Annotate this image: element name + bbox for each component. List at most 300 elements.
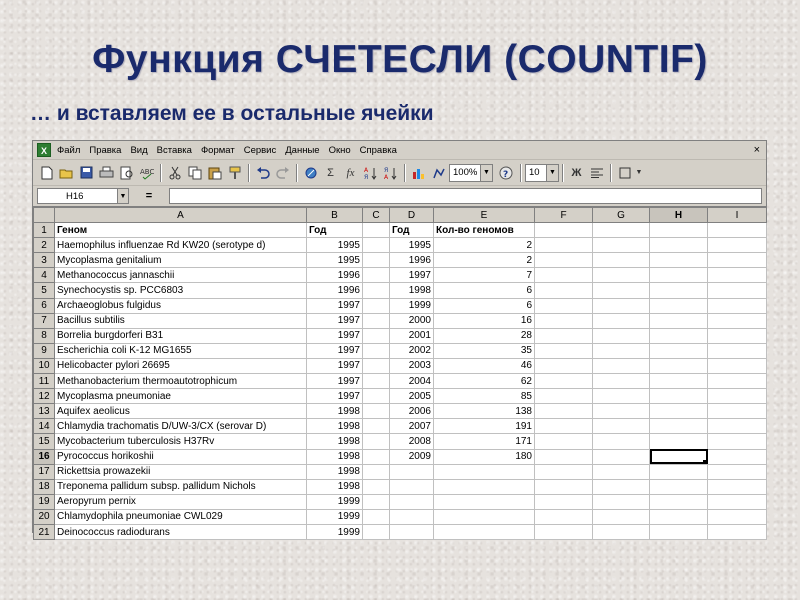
cell-a20[interactable]: Chlamydophila pneumoniae CWL029 (55, 509, 307, 524)
chevron-down-icon[interactable]: ▼ (635, 169, 643, 176)
table-row (34, 404, 767, 419)
cell-b14[interactable]: 1998 (307, 419, 363, 434)
chart-wizard-icon[interactable] (409, 163, 428, 182)
formula-input[interactable] (169, 188, 762, 204)
cell-d6[interactable]: 1999 (390, 298, 434, 313)
toolbar-separator (296, 164, 298, 182)
menu-window[interactable]: Окно (328, 144, 351, 156)
cell-c13[interactable] (363, 404, 390, 419)
chevron-down-icon[interactable]: ▼ (546, 165, 558, 181)
cell-d14[interactable]: 2007 (390, 419, 434, 434)
cell-b20[interactable]: 1999 (307, 509, 363, 524)
spreadsheet-grid (33, 206, 766, 540)
row-header[interactable]: 9 (34, 343, 55, 358)
cell-f18[interactable] (535, 479, 593, 494)
cell-e6[interactable]: 6 (434, 298, 535, 313)
cell-g15[interactable] (593, 434, 650, 449)
cell-h2[interactable] (650, 238, 708, 253)
cell-h10[interactable] (650, 358, 708, 373)
cell-f5[interactable] (535, 283, 593, 298)
autosum-icon[interactable]: Σ (327, 166, 334, 179)
excel-window (32, 140, 767, 538)
cell-f12[interactable] (535, 389, 593, 404)
cell-i6[interactable] (708, 298, 767, 313)
cell-h5[interactable] (650, 283, 708, 298)
cell-h6[interactable] (650, 298, 708, 313)
cell-b9[interactable]: 1997 (307, 343, 363, 358)
cell-i20[interactable] (708, 509, 767, 524)
cell-c9[interactable] (363, 343, 390, 358)
standard-toolbar (33, 160, 766, 186)
cell-i8[interactable] (708, 328, 767, 343)
cell-c20[interactable] (363, 509, 390, 524)
cell-h21[interactable] (650, 524, 708, 539)
svg-text:A: A (383, 173, 388, 180)
column-header-g[interactable]: G (593, 208, 650, 223)
cell-d5[interactable]: 1998 (390, 283, 434, 298)
row-header[interactable]: 5 (34, 283, 55, 298)
cell-d7[interactable]: 2000 (390, 313, 434, 328)
font-size-select[interactable] (525, 164, 559, 182)
cell-b12[interactable]: 1997 (307, 389, 363, 404)
cell-e10[interactable]: 46 (434, 358, 535, 373)
cell-f7[interactable] (535, 313, 593, 328)
chevron-down-icon[interactable]: ▼ (117, 189, 128, 203)
menu-view[interactable]: Вид (130, 144, 148, 156)
cell-g2[interactable] (593, 238, 650, 253)
drawing-icon[interactable] (429, 163, 448, 182)
cell-d2[interactable]: 1995 (390, 238, 434, 253)
cell-i17[interactable] (708, 464, 767, 479)
menu-data[interactable]: Данные (285, 144, 320, 156)
cell-e1[interactable]: Кол-во геномов (434, 223, 535, 238)
cell-h15[interactable] (650, 434, 708, 449)
cell-h20[interactable] (650, 509, 708, 524)
cell-e3[interactable]: 2 (434, 253, 535, 268)
row-header[interactable]: 7 (34, 313, 55, 328)
cell-g4[interactable] (593, 268, 650, 283)
cell-a16[interactable]: Pyrococcus horikoshii (55, 449, 307, 464)
cell-b15[interactable]: 1998 (307, 434, 363, 449)
sort-ascending-icon[interactable] (361, 163, 380, 182)
cell-a12[interactable]: Mycoplasma pneumoniae (55, 389, 307, 404)
cell-d3[interactable]: 1996 (390, 253, 434, 268)
toolbar-separator (610, 164, 612, 182)
cell-g18[interactable] (593, 479, 650, 494)
cell-b16[interactable]: 1998 (307, 449, 363, 464)
cell-i4[interactable] (708, 268, 767, 283)
column-header-a[interactable]: A (55, 208, 307, 223)
cell-a4[interactable]: Methanococcus jannaschii (55, 268, 307, 283)
cell-h4[interactable] (650, 268, 708, 283)
svg-text:A: A (363, 166, 368, 174)
cell-d13[interactable]: 2006 (390, 404, 434, 419)
toolbar-separator (404, 164, 406, 182)
cell-c16[interactable] (363, 449, 390, 464)
menu-insert[interactable]: Вставка (156, 144, 192, 156)
toolbar-separator (160, 164, 162, 182)
cell-a14[interactable]: Chlamydia trachomatis D/UW-3/CX (serovar D) (55, 419, 307, 434)
cell-i21[interactable] (708, 524, 767, 539)
cell-i16[interactable] (708, 449, 767, 464)
row-header[interactable]: 17 (34, 464, 55, 479)
cell-d16[interactable]: 2009 (390, 449, 434, 464)
cell-i2[interactable] (708, 238, 767, 253)
cell-b19[interactable]: 1999 (307, 494, 363, 509)
cell-g1[interactable] (593, 223, 650, 238)
menu-file[interactable]: Файл (57, 144, 81, 156)
cell-f21[interactable] (535, 524, 593, 539)
table-row (34, 328, 767, 343)
cell-e5[interactable]: 6 (434, 283, 535, 298)
cell-b6[interactable]: 1997 (307, 298, 363, 313)
cell-g19[interactable] (593, 494, 650, 509)
cell-e21[interactable] (434, 524, 535, 539)
cell-f2[interactable] (535, 238, 593, 253)
toolbar-separator (248, 164, 250, 182)
row-header[interactable]: 16 (34, 449, 55, 464)
cell-b17[interactable]: 1998 (307, 464, 363, 479)
cell-i1[interactable] (708, 223, 767, 238)
cell-f10[interactable] (535, 358, 593, 373)
undo-icon[interactable] (253, 163, 272, 182)
cell-f8[interactable] (535, 328, 593, 343)
cell-h8[interactable] (650, 328, 708, 343)
cell-e16[interactable]: 180 (434, 449, 535, 464)
column-header-row (34, 208, 767, 223)
cell-i3[interactable] (708, 253, 767, 268)
table-row (34, 449, 767, 464)
row-header[interactable]: 14 (34, 419, 55, 434)
table-row (34, 524, 767, 539)
cell-d1[interactable]: Год (390, 223, 434, 238)
cell-a9[interactable]: Escherichia coli K-12 MG1655 (55, 343, 307, 358)
cell-h3[interactable] (650, 253, 708, 268)
function-icon[interactable]: fx (346, 166, 355, 179)
hyperlink-icon[interactable] (301, 163, 320, 182)
cell-h1[interactable] (650, 223, 708, 238)
redo-icon[interactable] (273, 163, 292, 182)
column-header-e[interactable]: E (434, 208, 535, 223)
cell-h12[interactable] (650, 389, 708, 404)
table-row (34, 509, 767, 524)
cell-f4[interactable] (535, 268, 593, 283)
cell-i19[interactable] (708, 494, 767, 509)
cell-b8[interactable]: 1997 (307, 328, 363, 343)
row-header[interactable]: 21 (34, 524, 55, 539)
toolbar-separator (562, 164, 564, 182)
menu-tools[interactable]: Сервис (243, 144, 277, 156)
cell-g8[interactable] (593, 328, 650, 343)
table-row (34, 238, 767, 253)
close-icon[interactable]: × (753, 144, 760, 156)
cell-e14[interactable]: 191 (434, 419, 535, 434)
save-icon[interactable] (77, 163, 96, 182)
cell-h14[interactable] (650, 419, 708, 434)
cell-b4[interactable]: 1996 (307, 268, 363, 283)
table-row (34, 434, 767, 449)
print-preview-icon[interactable] (117, 163, 136, 182)
cell-i13[interactable] (708, 404, 767, 419)
cell-b3[interactable]: 1995 (307, 253, 363, 268)
svg-text:Я: Я (383, 166, 388, 174)
cell-i18[interactable] (708, 479, 767, 494)
copy-icon[interactable] (185, 163, 204, 182)
row-header[interactable]: 11 (34, 374, 55, 389)
menu-edit[interactable]: Правка (89, 144, 122, 156)
cell-c8[interactable] (363, 328, 390, 343)
cell-a11[interactable]: Methanobacterium thermoautotrophicum (55, 374, 307, 389)
row-header[interactable]: 4 (34, 268, 55, 283)
slide-subtitle: … и вставляем ее в остальные ячейки (30, 102, 434, 125)
borders-icon[interactable] (615, 163, 634, 182)
cell-b10[interactable]: 1997 (307, 358, 363, 373)
cell-b13[interactable]: 1998 (307, 404, 363, 419)
cell-g14[interactable] (593, 419, 650, 434)
cell-d12[interactable]: 2005 (390, 389, 434, 404)
cell-c1[interactable] (363, 223, 390, 238)
table-row (34, 268, 767, 283)
chevron-down-icon[interactable]: ▼ (480, 165, 492, 181)
cell-g5[interactable] (593, 283, 650, 298)
cell-e12[interactable]: 85 (434, 389, 535, 404)
cell-g9[interactable] (593, 343, 650, 358)
cell-e15[interactable]: 171 (434, 434, 535, 449)
cell-c11[interactable] (363, 374, 390, 389)
cell-g13[interactable] (593, 404, 650, 419)
row-header[interactable]: 13 (34, 404, 55, 419)
cell-i10[interactable] (708, 358, 767, 373)
cell-e2[interactable]: 2 (434, 238, 535, 253)
cell-h9[interactable] (650, 343, 708, 358)
cell-e17[interactable] (434, 464, 535, 479)
cell-f16[interactable] (535, 449, 593, 464)
cell-a7[interactable]: Bacillus subtilis (55, 313, 307, 328)
cell-d10[interactable]: 2003 (390, 358, 434, 373)
cell-a3[interactable]: Mycoplasma genitalium (55, 253, 307, 268)
cell-b11[interactable]: 1997 (307, 374, 363, 389)
table-row (34, 223, 767, 238)
selected-cell[interactable] (650, 449, 708, 464)
cell-c12[interactable] (363, 389, 390, 404)
cell-d20[interactable] (390, 509, 434, 524)
cell-f20[interactable] (535, 509, 593, 524)
menu-bar (33, 141, 766, 160)
row-header[interactable]: 1 (34, 223, 55, 238)
print-icon[interactable] (97, 163, 116, 182)
column-header-f[interactable]: F (535, 208, 593, 223)
cell-a17[interactable]: Rickettsia prowazekii (55, 464, 307, 479)
cell-h18[interactable] (650, 479, 708, 494)
table-row (34, 464, 767, 479)
name-box-value: H16 (66, 190, 84, 202)
format-painter-icon[interactable] (225, 163, 244, 182)
cell-g10[interactable] (593, 358, 650, 373)
table-row (34, 374, 767, 389)
cell-c7[interactable] (363, 313, 390, 328)
row-header[interactable]: 8 (34, 328, 55, 343)
column-header-h[interactable]: H (650, 208, 708, 223)
align-left-icon[interactable] (587, 163, 606, 182)
column-header-c[interactable]: C (363, 208, 390, 223)
cell-d21[interactable] (390, 524, 434, 539)
cell-c6[interactable] (363, 298, 390, 313)
table-row (34, 283, 767, 298)
cell-g11[interactable] (593, 374, 650, 389)
cell-c10[interactable] (363, 358, 390, 373)
cell-e11[interactable]: 62 (434, 374, 535, 389)
cell-f14[interactable] (535, 419, 593, 434)
cell-e8[interactable]: 28 (434, 328, 535, 343)
cell-f19[interactable] (535, 494, 593, 509)
cell-f11[interactable] (535, 374, 593, 389)
formula-bar (33, 186, 766, 206)
cell-g12[interactable] (593, 389, 650, 404)
cell-e19[interactable] (434, 494, 535, 509)
help-icon[interactable] (497, 163, 516, 182)
cell-e18[interactable] (434, 479, 535, 494)
cell-g16[interactable] (593, 449, 650, 464)
cell-i5[interactable] (708, 283, 767, 298)
cell-a21[interactable]: Deinococcus radiodurans (55, 524, 307, 539)
zoom-value: 100% (453, 167, 478, 178)
cell-a15[interactable]: Mycobacterium tuberculosis H37Rv (55, 434, 307, 449)
cell-i14[interactable] (708, 419, 767, 434)
cell-i7[interactable] (708, 313, 767, 328)
cell-a8[interactable]: Borrelia burgdorferi B31 (55, 328, 307, 343)
cell-f1[interactable] (535, 223, 593, 238)
cell-h13[interactable] (650, 404, 708, 419)
menu-help[interactable]: Справка (359, 144, 397, 156)
cell-e7[interactable]: 16 (434, 313, 535, 328)
cell-d15[interactable]: 2008 (390, 434, 434, 449)
cell-f3[interactable] (535, 253, 593, 268)
row-header[interactable]: 12 (34, 389, 55, 404)
cell-f17[interactable] (535, 464, 593, 479)
cell-b21[interactable]: 1999 (307, 524, 363, 539)
cell-a18[interactable]: Treponema pallidum subsp. pallidum Nichols (55, 479, 307, 494)
font-size-value: 10 (529, 167, 540, 178)
cell-a6[interactable]: Archaeoglobus fulgidus (55, 298, 307, 313)
cell-b2[interactable]: 1995 (307, 238, 363, 253)
row-header[interactable]: 2 (34, 238, 55, 253)
cell-h19[interactable] (650, 494, 708, 509)
select-all-corner[interactable] (34, 208, 55, 223)
cell-f9[interactable] (535, 343, 593, 358)
toolbar-separator (520, 164, 522, 182)
spelling-icon[interactable] (137, 163, 156, 182)
cell-f6[interactable] (535, 298, 593, 313)
cell-c17[interactable] (363, 464, 390, 479)
table-row (34, 358, 767, 373)
row-header[interactable]: 19 (34, 494, 55, 509)
cell-f15[interactable] (535, 434, 593, 449)
formula-equals[interactable]: = (145, 190, 153, 202)
cell-b18[interactable]: 1998 (307, 479, 363, 494)
table-row (34, 253, 767, 268)
cell-a13[interactable]: Aquifex aeolicus (55, 404, 307, 419)
cell-c21[interactable] (363, 524, 390, 539)
cell-a1[interactable]: Геном (55, 223, 307, 238)
row-header[interactable]: 15 (34, 434, 55, 449)
row-header[interactable]: 10 (34, 358, 55, 373)
cell-c2[interactable] (363, 238, 390, 253)
cell-c3[interactable] (363, 253, 390, 268)
cell-d18[interactable] (390, 479, 434, 494)
cell-c19[interactable] (363, 494, 390, 509)
cell-e4[interactable]: 7 (434, 268, 535, 283)
cell-d17[interactable] (390, 464, 434, 479)
cell-c5[interactable] (363, 283, 390, 298)
row-header[interactable]: 20 (34, 509, 55, 524)
svg-text:?: ? (502, 169, 508, 180)
cell-e20[interactable] (434, 509, 535, 524)
new-document-icon[interactable] (37, 163, 56, 182)
cell-d11[interactable]: 2004 (390, 374, 434, 389)
cut-icon[interactable] (165, 163, 184, 182)
slide-title: Функция СЧЕТЕСЛИ (COUNTIF) (92, 38, 708, 81)
cell-i15[interactable] (708, 434, 767, 449)
cell-g6[interactable] (593, 298, 650, 313)
cell-c14[interactable] (363, 419, 390, 434)
zoom-select[interactable] (449, 164, 493, 182)
cell-e9[interactable]: 35 (434, 343, 535, 358)
svg-text:Я: Я (363, 173, 368, 180)
cell-d8[interactable]: 2001 (390, 328, 434, 343)
cell-a2[interactable]: Haemophilus influenzae Rd KW20 (serotype d) (55, 238, 307, 253)
cell-i9[interactable] (708, 343, 767, 358)
cell-b7[interactable]: 1997 (307, 313, 363, 328)
column-header-b[interactable]: B (307, 208, 363, 223)
cell-d4[interactable]: 1997 (390, 268, 434, 283)
row-header[interactable]: 3 (34, 253, 55, 268)
paste-icon[interactable] (205, 163, 224, 182)
menu-format[interactable]: Формат (200, 144, 235, 156)
excel-icon[interactable]: X (37, 143, 51, 157)
cell-c18[interactable] (363, 479, 390, 494)
cell-f13[interactable] (535, 404, 593, 419)
sort-descending-icon[interactable] (381, 163, 400, 182)
cell-c4[interactable] (363, 268, 390, 283)
open-folder-icon[interactable] (57, 163, 76, 182)
cell-b1[interactable]: Год (307, 223, 363, 238)
cell-h7[interactable] (650, 313, 708, 328)
cell-d9[interactable]: 2002 (390, 343, 434, 358)
cell-g7[interactable] (593, 313, 650, 328)
column-header-i[interactable]: I (708, 208, 767, 223)
row-header[interactable]: 6 (34, 298, 55, 313)
cell-i12[interactable] (708, 389, 767, 404)
cell-h17[interactable] (650, 464, 708, 479)
cell-a5[interactable]: Synechocystis sp. PCC6803 (55, 283, 307, 298)
cell-i11[interactable] (708, 374, 767, 389)
cell-h11[interactable] (650, 374, 708, 389)
row-header[interactable]: 18 (34, 479, 55, 494)
cell-g20[interactable] (593, 509, 650, 524)
cell-g17[interactable] (593, 464, 650, 479)
cell-c15[interactable] (363, 434, 390, 449)
cell-e13[interactable]: 138 (434, 404, 535, 419)
cell-b5[interactable]: 1996 (307, 283, 363, 298)
bold-button[interactable]: Ж (571, 166, 582, 179)
column-header-d[interactable]: D (390, 208, 434, 223)
cell-g3[interactable] (593, 253, 650, 268)
name-box[interactable] (37, 188, 129, 204)
cell-a19[interactable]: Aeropyrum pernix (55, 494, 307, 509)
cell-a10[interactable]: Helicobacter pylori 26695 (55, 358, 307, 373)
cell-d19[interactable] (390, 494, 434, 509)
cell-g21[interactable] (593, 524, 650, 539)
